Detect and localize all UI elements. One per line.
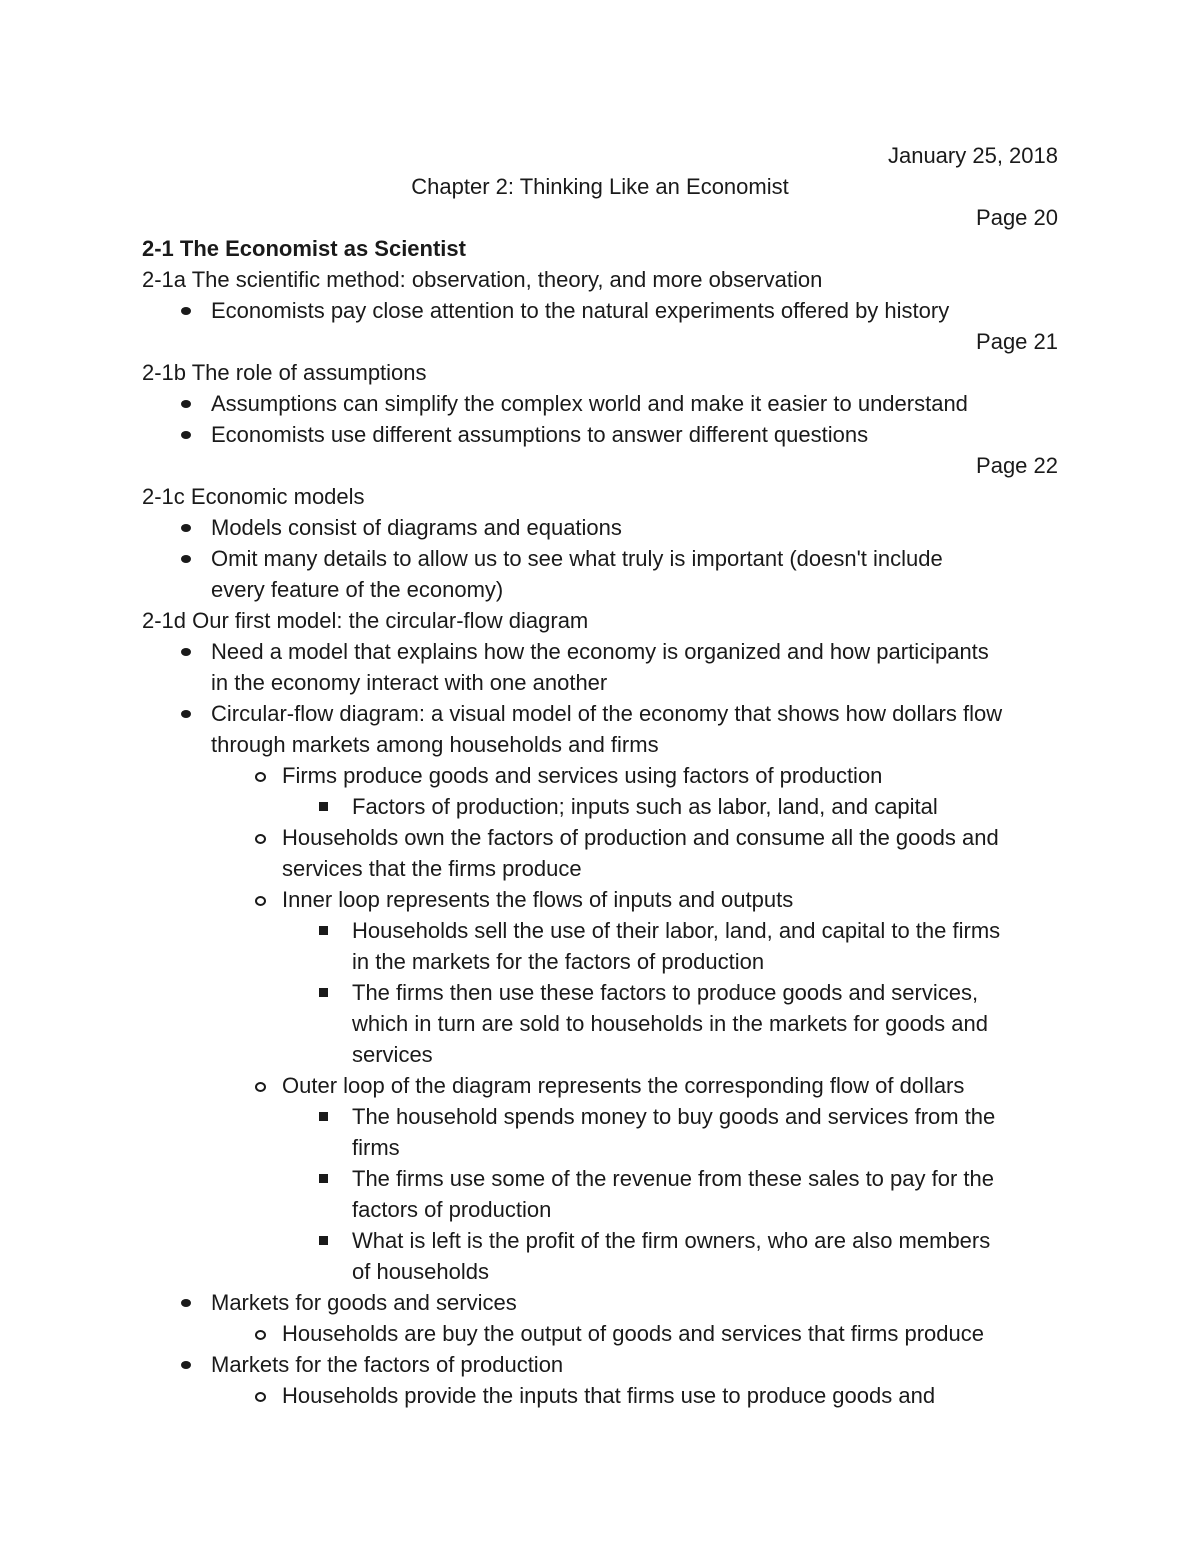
- list-item: Markets for the factors of production: [211, 1352, 564, 1377]
- list-item: Economists use different assumptions to answer different questions: [211, 422, 869, 447]
- sub-sub-list-item: Factors of production; inputs such as labor, land, and capital: [352, 794, 938, 819]
- list-item-continuation: in the economy interact with one another: [211, 670, 608, 695]
- sub-list-item: Firms produce goods and services using factors of production: [282, 763, 883, 788]
- sub-sub-list-item-continuation: factors of production: [352, 1197, 552, 1222]
- circle-bullet-icon: [246, 760, 277, 791]
- list-item: Economists pay close attention to the natural experiments offered by history: [211, 298, 950, 323]
- subsection-title: 2-1d Our first model: the circular-flow diagram: [142, 608, 589, 633]
- sub-list-item: Inner loop represents the flows of inputs and outputs: [282, 887, 794, 912]
- sub-sub-list-item: What is left is the profit of the firm owners, who are also members: [352, 1228, 991, 1253]
- list-item: Omit many details to allow us to see what truly is important (doesn't include: [211, 546, 943, 571]
- circle-bullet-icon: [246, 1380, 277, 1411]
- sub-sub-list-item-continuation: services: [352, 1042, 433, 1067]
- bullet-icon: [171, 636, 202, 667]
- sub-list-item: Households provide the inputs that firms use to produce goods and: [282, 1383, 936, 1408]
- list-item-continuation: every feature of the economy): [211, 577, 504, 602]
- square-bullet-icon: [310, 977, 341, 1008]
- sub-sub-list-item: The firms then use these factors to produce goods and services,: [352, 980, 979, 1005]
- sub-sub-list-item-continuation: which in turn are sold to households in the markets for goods and: [352, 1011, 988, 1036]
- square-bullet-icon: [310, 1101, 341, 1132]
- sub-list-item-continuation: services that the firms produce: [282, 856, 582, 881]
- sub-sub-list-item-continuation: of households: [352, 1259, 489, 1284]
- bullet-icon: [171, 1349, 202, 1380]
- bullet-icon: [171, 388, 202, 419]
- square-bullet-icon: [310, 1225, 341, 1256]
- sub-sub-list-item: The household spends money to buy goods and services from the: [352, 1104, 996, 1129]
- bullet-icon: [171, 1287, 202, 1318]
- list-item-continuation: through markets among households and firms: [211, 732, 659, 757]
- list-item: Models consist of diagrams and equations: [211, 515, 622, 540]
- list-item: Need a model that explains how the economy is organized and how participants: [211, 639, 989, 664]
- square-bullet-icon: [310, 915, 341, 946]
- sub-sub-list-item: Households sell the use of their labor, land, and capital to the firms: [352, 918, 1001, 943]
- page-marker: Page 22: [976, 453, 1058, 478]
- list-item: Assumptions can simplify the complex world and make it easier to understand: [211, 391, 968, 416]
- square-bullet-icon: [310, 791, 341, 822]
- square-bullet-icon: [310, 1163, 341, 1194]
- subsection-title: 2-1c Economic models: [142, 484, 365, 509]
- subsection-title: 2-1b The role of assumptions: [142, 360, 427, 385]
- sub-list-item: Households own the factors of production and consume all the goods and: [282, 825, 999, 850]
- bullet-icon: [171, 295, 202, 326]
- page-marker: Page 21: [976, 329, 1058, 354]
- bullet-icon: [171, 543, 202, 574]
- sub-list-item: Households are buy the output of goods and services that firms produce: [282, 1321, 984, 1346]
- sub-sub-list-item: The firms use some of the revenue from these sales to pay for the: [352, 1166, 994, 1191]
- subsection-title: 2-1a The scientific method: observation, theory, and more observation: [142, 267, 823, 292]
- page-marker: Page 20: [976, 205, 1058, 230]
- section-heading: 2-1 The Economist as Scientist: [142, 236, 466, 261]
- bullet-icon: [171, 512, 202, 543]
- chapter-title: Chapter 2: Thinking Like an Economist: [411, 174, 789, 199]
- circle-bullet-icon: [246, 884, 277, 915]
- date: January 25, 2018: [887, 143, 1058, 168]
- sub-list-item: Outer loop of the diagram represents the corresponding flow of dollars: [282, 1073, 965, 1098]
- list-item: Circular-flow diagram: a visual model of the economy that shows how dollars flow: [211, 701, 1003, 726]
- sub-sub-list-item-continuation: firms: [352, 1135, 400, 1160]
- list-item: Markets for goods and services: [211, 1290, 517, 1315]
- circle-bullet-icon: [246, 1318, 277, 1349]
- circle-bullet-icon: [246, 1070, 277, 1101]
- sub-sub-list-item-continuation: in the markets for the factors of production: [352, 949, 765, 974]
- bullet-icon: [171, 419, 202, 450]
- circle-bullet-icon: [246, 822, 277, 853]
- bullet-icon: [171, 698, 202, 729]
